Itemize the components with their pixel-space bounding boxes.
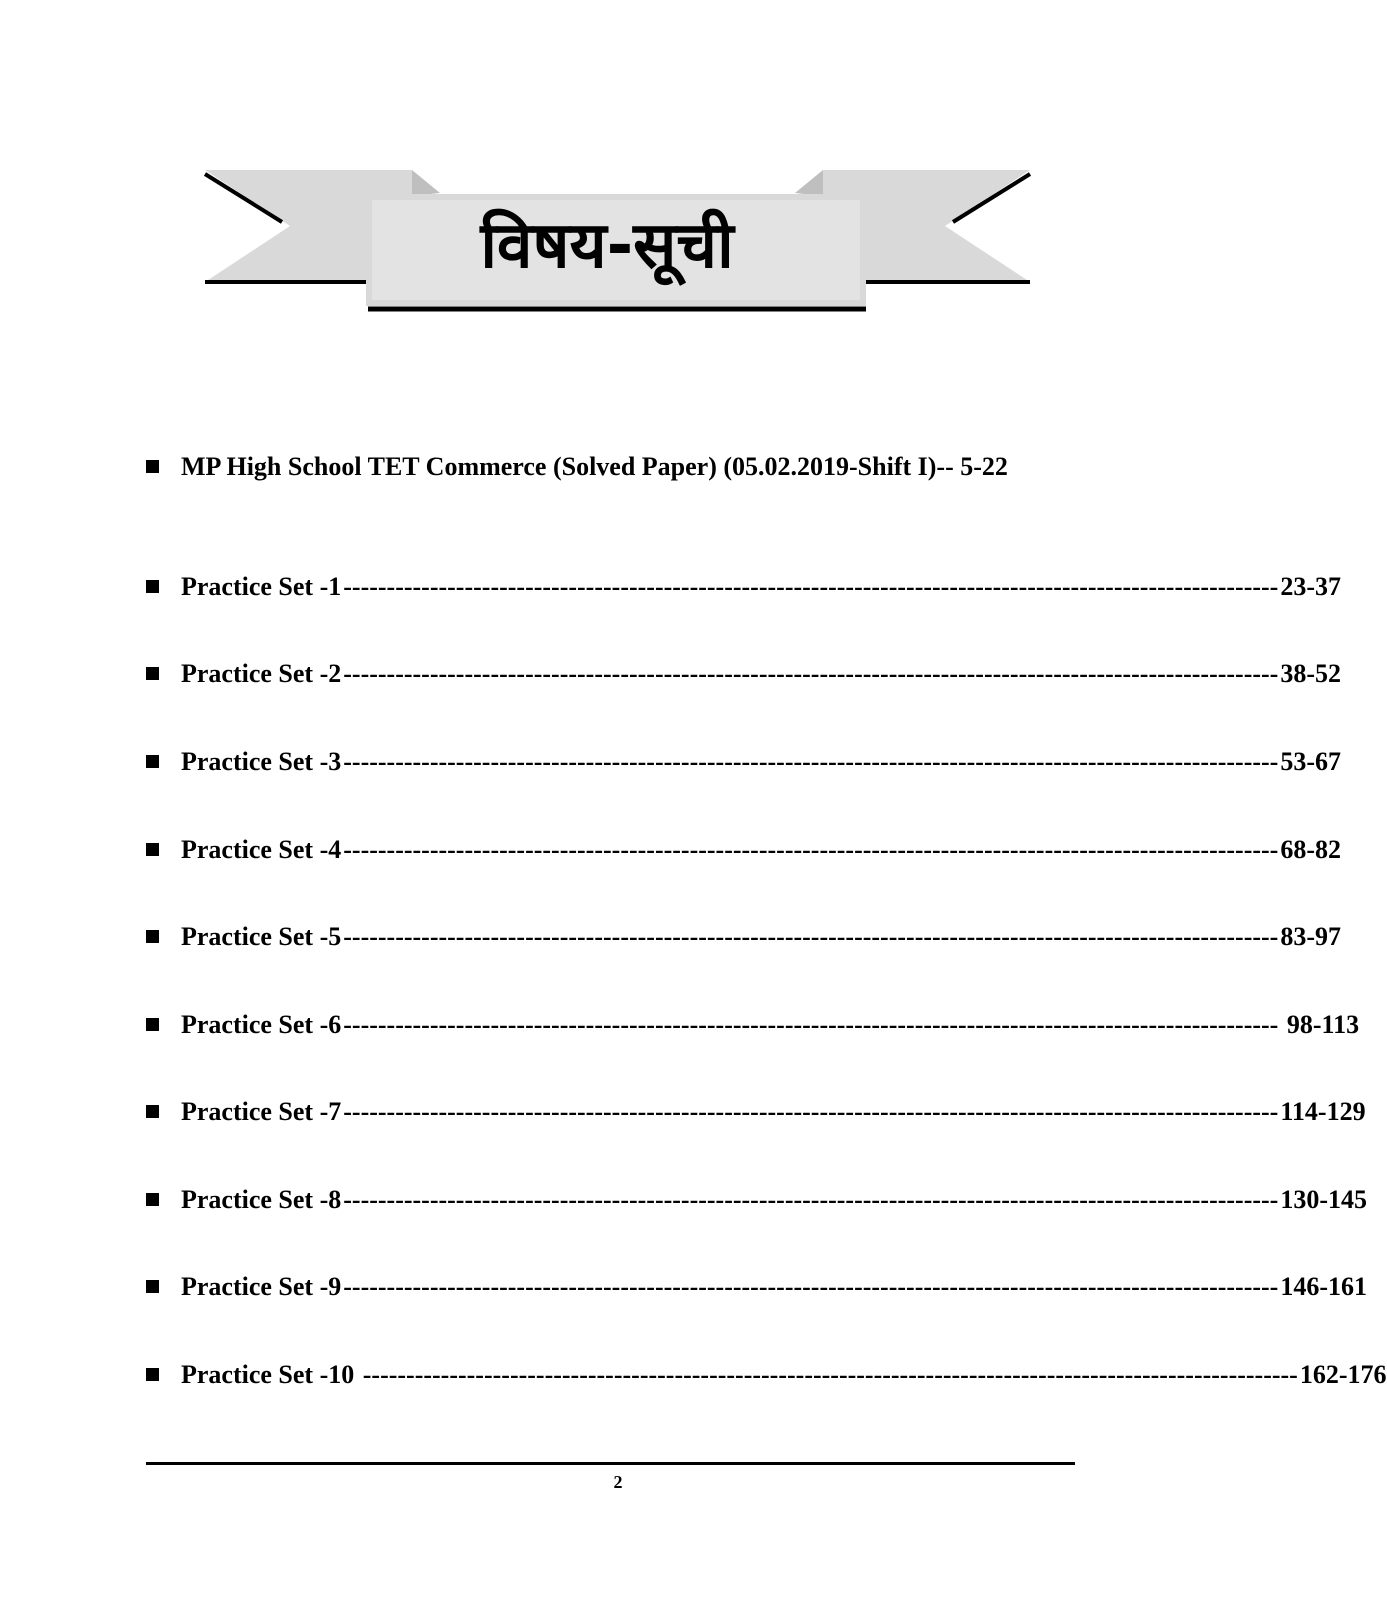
square-bullet-icon [146,755,159,768]
toc-entry-pages: 83-97 [1280,922,1342,951]
square-bullet-icon [146,460,159,473]
toc-entry-solved-paper [146,452,1091,482]
square-bullet-icon [146,667,159,680]
dotted-leader: ------------------------------------------------------------------------------------------------------------ [343,572,1279,601]
square-bullet-icon [146,1105,159,1118]
toc-entry-pages: 130-145 [1280,1185,1368,1214]
toc-entry-practice-set-5 [146,922,1342,952]
dotted-leader: ------------------------------------------------------------------------------------------------------------ [343,1272,1279,1301]
toc-entry-label: Practice Set -7 [181,1097,342,1126]
toc-entry-pages: 98-113 [1280,1010,1360,1039]
toc-entry-pages: 146-161 [1280,1272,1368,1301]
square-bullet-icon [146,1018,159,1031]
toc-entry-label: Practice Set -4 [181,835,342,864]
square-bullet-icon [146,580,159,593]
toc-entry-pages: 38-52 [1280,659,1342,688]
dotted-leader: ------------------------------------------------------------------------------------------------------------ [343,1185,1279,1214]
toc-entry-label: Practice Set -5 [181,922,342,951]
toc-entry-label: MP High School TET Commerce (Solved Paper) (05.02.2019-Shift I)-- 5-22 [181,452,1008,481]
toc-entry-practice-set-6 [146,1010,1360,1040]
toc-entry-practice-set-2 [146,659,1342,689]
square-bullet-icon [146,1193,159,1206]
toc-entry-label: Practice Set -10 [181,1360,361,1389]
dotted-leader: ------------------------------------------------------------------------------------------------------------ [343,1010,1279,1039]
toc-entry-label: Practice Set -9 [181,1272,342,1301]
footer-divider [146,1462,1075,1465]
toc-entry-practice-set-9 [146,1272,1368,1302]
dotted-leader: ------------------------------------------------------------------------------------------------------------ [343,922,1279,951]
toc-entry-practice-set-7 [146,1097,1366,1127]
square-bullet-icon [146,1280,159,1293]
square-bullet-icon [146,930,159,943]
toc-entry-pages: 162-176 [1299,1360,1387,1389]
dotted-leader: ------------------------------------------------------------------------------------------------------------ [362,1360,1298,1389]
toc-entry-pages: 114-129 [1280,1097,1366,1126]
toc-entry-label: Practice Set -3 [181,747,342,776]
toc-entry-label: Practice Set -2 [181,659,342,688]
toc-entry-pages: 23-37 [1280,572,1342,601]
toc-entry-practice-set-1 [146,572,1342,602]
toc-entry-practice-set-3 [146,747,1342,777]
toc-entry-practice-set-4 [146,835,1342,865]
square-bullet-icon [146,843,159,856]
toc-entry-label: Practice Set -1 [181,572,342,601]
page-number: 2 [613,1472,623,1492]
page-title: विषय-सूची [480,208,734,283]
dotted-leader: ------------------------------------------------------------------------------------------------------------ [343,835,1279,864]
square-bullet-icon [146,1368,159,1381]
toc-entry-label: Practice Set -6 [181,1010,342,1039]
dotted-leader: ------------------------------------------------------------------------------------------------------------ [343,1097,1279,1126]
toc-entry-label: Practice Set -8 [181,1185,342,1214]
toc-entry-pages: 53-67 [1280,747,1342,776]
toc-entry-pages: 68-82 [1280,835,1342,864]
toc-entry-practice-set-8 [146,1185,1368,1215]
title-banner [0,0,1236,330]
dotted-leader: ------------------------------------------------------------------------------------------------------------ [343,659,1279,688]
toc-entry-practice-set-10 [146,1360,1387,1390]
dotted-leader: ------------------------------------------------------------------------------------------------------------ [343,747,1279,776]
